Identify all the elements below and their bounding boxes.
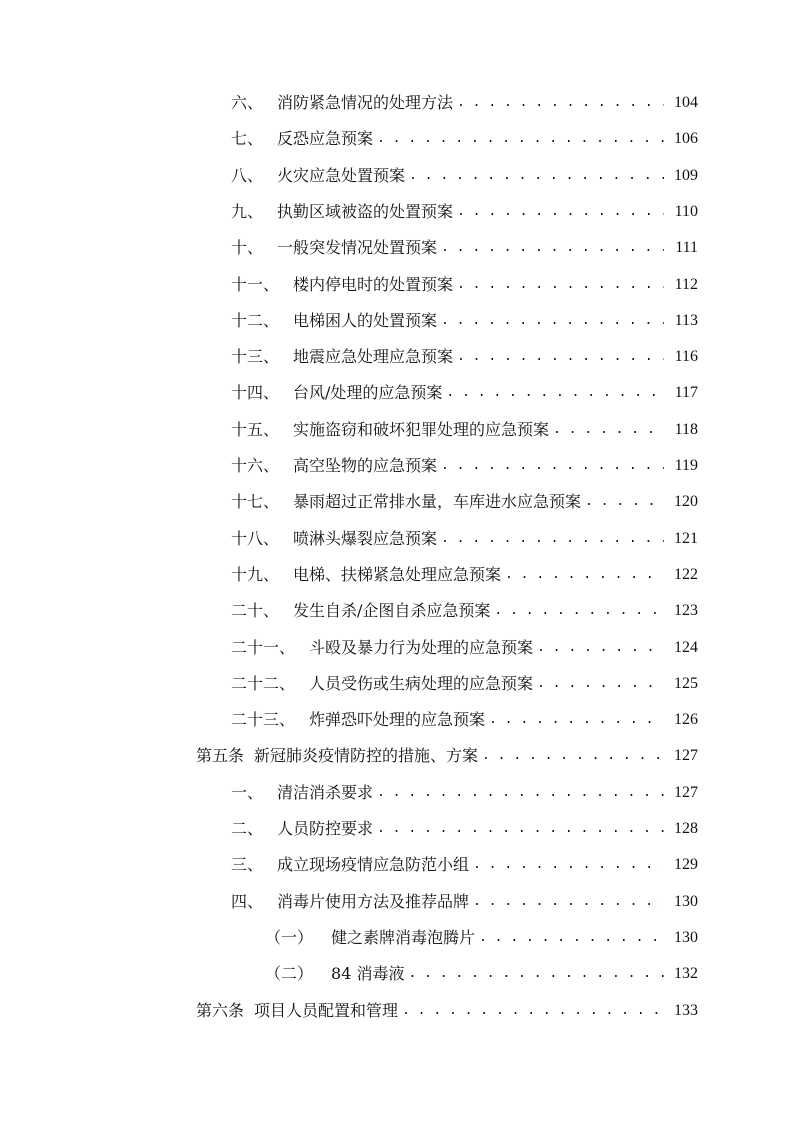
- toc-entry-number: （二）: [265, 964, 314, 984]
- toc-dot-leader: [377, 815, 664, 843]
- toc-entry[interactable]: [231, 125, 698, 153]
- toc-dot-leader: [377, 125, 664, 153]
- toc-entry[interactable]: [196, 997, 698, 1025]
- toc-entry[interactable]: [231, 488, 698, 516]
- toc-entry-number: 二十二、: [231, 673, 296, 693]
- toc-dot-leader: [441, 452, 664, 480]
- toc-entry-number: 二十、: [231, 601, 280, 621]
- toc-entry-number: 十七、: [231, 492, 280, 512]
- toc-entry-page-number: 124: [674, 638, 698, 656]
- toc-entry[interactable]: [231, 597, 698, 625]
- toc-dot-leader: [505, 561, 664, 589]
- toc-entry-title: 喷淋头爆裂应急预案: [293, 528, 438, 548]
- toc-entry-page-number: 126: [674, 711, 698, 729]
- toc-entry-page-number: 129: [674, 856, 698, 874]
- toc-entry-page-number: 110: [674, 202, 698, 220]
- toc-dot-leader: [473, 851, 664, 879]
- toc-entry[interactable]: [231, 452, 698, 480]
- toc-entry-title: 项目人员配置和管理: [254, 1000, 399, 1020]
- toc-entry[interactable]: [231, 670, 698, 698]
- toc-entry-title: 新冠肺炎疫情防控的措施、方案: [254, 746, 479, 766]
- toc-dot-leader: [402, 997, 664, 1025]
- toc-entry[interactable]: [231, 561, 698, 589]
- toc-dot-leader: [585, 488, 664, 516]
- toc-entry-page-number: 127: [674, 747, 698, 765]
- toc-entry-page-number: 130: [674, 892, 698, 910]
- toc-entry[interactable]: [231, 198, 698, 226]
- toc-entry-title: 成立现场疫情应急防范小组: [277, 855, 470, 875]
- toc-entry[interactable]: [231, 89, 698, 117]
- toc-entry[interactable]: [231, 379, 698, 407]
- toc-entry[interactable]: [231, 888, 698, 916]
- toc-entry-title: 消防紧急情况的处理方法: [277, 93, 454, 112]
- toc-entry[interactable]: [231, 634, 698, 662]
- toc-entry[interactable]: [265, 924, 698, 952]
- toc-entry[interactable]: [231, 815, 698, 843]
- toc-entry[interactable]: [196, 742, 698, 770]
- toc-entry-number: 第五条: [196, 746, 245, 766]
- toc-entry-number: （一）: [265, 927, 314, 947]
- toc-dot-leader: [479, 924, 664, 952]
- toc-dot-leader: [377, 779, 664, 807]
- toc-entry-number: 十三、: [231, 347, 280, 367]
- toc-entry[interactable]: [231, 343, 698, 371]
- toc-entry-page-number: 104: [674, 94, 698, 111]
- toc-entry-page-number: 132: [674, 965, 698, 983]
- toc-dot-leader: [457, 271, 664, 299]
- toc-entry-title: 实施盗窃和破坏犯罪处理的应急预案: [293, 419, 550, 439]
- toc-entry-title: 火灾应急处置预案: [277, 165, 406, 185]
- toc-entry-title: 人员防控要求: [277, 819, 374, 838]
- toc-entry-title: 地震应急处理应急预案: [293, 347, 454, 367]
- toc-entry-title: 电梯、扶梯紧急处理应急预案: [293, 564, 502, 584]
- toc-entry-title: 消毒片使用方法及推荐品牌: [277, 891, 470, 911]
- toc-entry-page-number: 112: [674, 275, 698, 293]
- toc-dot-leader: [441, 307, 664, 335]
- toc-entry-title: 执勤区域被盗的处置预案: [277, 201, 454, 221]
- toc-entry[interactable]: [231, 307, 698, 335]
- toc-dot-leader: [489, 706, 664, 734]
- toc-entry-title: 反恐应急预案: [277, 129, 374, 149]
- toc-entry-number: 一、: [231, 782, 264, 802]
- toc-entry-number: 四、: [231, 891, 264, 911]
- toc-entry-title: 楼内停电时的处置预案: [293, 274, 454, 294]
- toc-entry-title: 健之素牌消毒泡腾片: [331, 927, 476, 947]
- toc-dot-leader: [457, 343, 664, 371]
- toc-entry-number: 九、: [231, 201, 264, 221]
- toc-entry-number: 第六条: [196, 1000, 245, 1020]
- toc-entry-page-number: 125: [674, 674, 698, 692]
- toc-entry-number: 二十三、: [231, 710, 296, 730]
- toc-entry-title: 斗殴及暴力行为处理的应急预案: [309, 637, 534, 657]
- toc-entry[interactable]: [231, 271, 698, 299]
- toc-entry[interactable]: [231, 525, 698, 553]
- toc-entry[interactable]: [231, 234, 698, 262]
- toc-entry-number: 十六、: [231, 456, 280, 475]
- toc-entry[interactable]: [231, 706, 698, 734]
- toc-entry-page-number: 133: [674, 1001, 698, 1019]
- toc-entry-page-number: 127: [674, 783, 698, 801]
- toc-dot-leader: [553, 416, 664, 444]
- toc-entry-page-number: 128: [674, 820, 698, 837]
- toc-entry-title: 清洁消杀要求: [277, 782, 374, 802]
- toc-entry-number: 七、: [231, 129, 264, 149]
- toc-entry-number: 十九、: [231, 564, 280, 584]
- toc-entry-page-number: 116: [674, 348, 698, 366]
- toc-entry-page-number: 113: [674, 311, 698, 329]
- toc-entry-title: 炸弹恐吓处理的应急预案: [309, 710, 486, 730]
- toc-dot-leader: [537, 670, 664, 698]
- toc-entry-number: 十五、: [231, 419, 280, 439]
- toc-dot-leader: [408, 960, 664, 988]
- toc-entry-number: 十四、: [231, 383, 280, 403]
- toc-dot-leader: [457, 198, 664, 226]
- toc-dot-leader: [441, 234, 664, 262]
- toc-entry-number: 十八、: [231, 528, 280, 548]
- toc-entry-title: 暴雨超过正常排水量，车库进水应急预案: [293, 492, 582, 512]
- toc-entry-page-number: 119: [674, 457, 698, 474]
- toc-dot-leader: [494, 597, 664, 625]
- toc-entry-page-number: 123: [674, 602, 698, 620]
- toc-entry-page-number: 117: [674, 384, 698, 402]
- toc-dot-leader: [482, 742, 664, 770]
- toc-entry-page-number: 130: [674, 928, 698, 946]
- toc-entry-number: 三、: [231, 855, 264, 875]
- toc-entry-number: 十二、: [231, 310, 280, 330]
- toc-entry-title: 台风/处理的应急预案: [293, 383, 443, 403]
- toc-entry-title: 电梯困人的处置预案: [293, 310, 438, 330]
- toc-dot-leader: [409, 162, 664, 190]
- toc-entry-page-number: 109: [674, 166, 698, 184]
- toc-entry-title: 一般突发情况处置预案: [277, 238, 438, 258]
- toc-entry-title: 84 消毒液: [331, 964, 405, 984]
- toc-entry-number: 六、: [231, 93, 264, 112]
- toc-dot-leader: [537, 634, 664, 662]
- toc-entry-page-number: 120: [674, 493, 698, 511]
- toc-entry-page-number: 122: [674, 565, 698, 583]
- toc-dot-leader: [457, 89, 664, 117]
- toc-entry-title: 发生自杀/企图自杀应急预案: [293, 601, 491, 621]
- toc-entry-number: 八、: [231, 165, 264, 185]
- toc-entry[interactable]: [231, 416, 698, 444]
- toc-entry-page-number: 106: [674, 130, 698, 148]
- toc-entry[interactable]: [231, 779, 698, 807]
- toc-entry-number: 十、: [231, 238, 264, 258]
- toc-entry-page-number: 111: [675, 239, 698, 257]
- toc-dot-leader: [473, 888, 664, 916]
- toc-entry-title: 高空坠物的应急预案: [293, 456, 438, 475]
- toc-entry[interactable]: [231, 162, 698, 190]
- toc-dot-leader: [441, 525, 664, 553]
- toc-dot-leader: [446, 379, 664, 407]
- toc-entry[interactable]: [231, 851, 698, 879]
- toc-entry-title: 人员受伤或生病处理的应急预案: [309, 673, 534, 693]
- toc-entry-number: 十一、: [231, 274, 280, 294]
- toc-entry-page-number: 121: [674, 529, 698, 547]
- toc-entry[interactable]: [265, 960, 698, 988]
- toc-entry-number: 二、: [231, 819, 264, 838]
- toc-entry-number: 二十一、: [231, 637, 296, 657]
- toc-entry-page-number: 118: [674, 420, 698, 438]
